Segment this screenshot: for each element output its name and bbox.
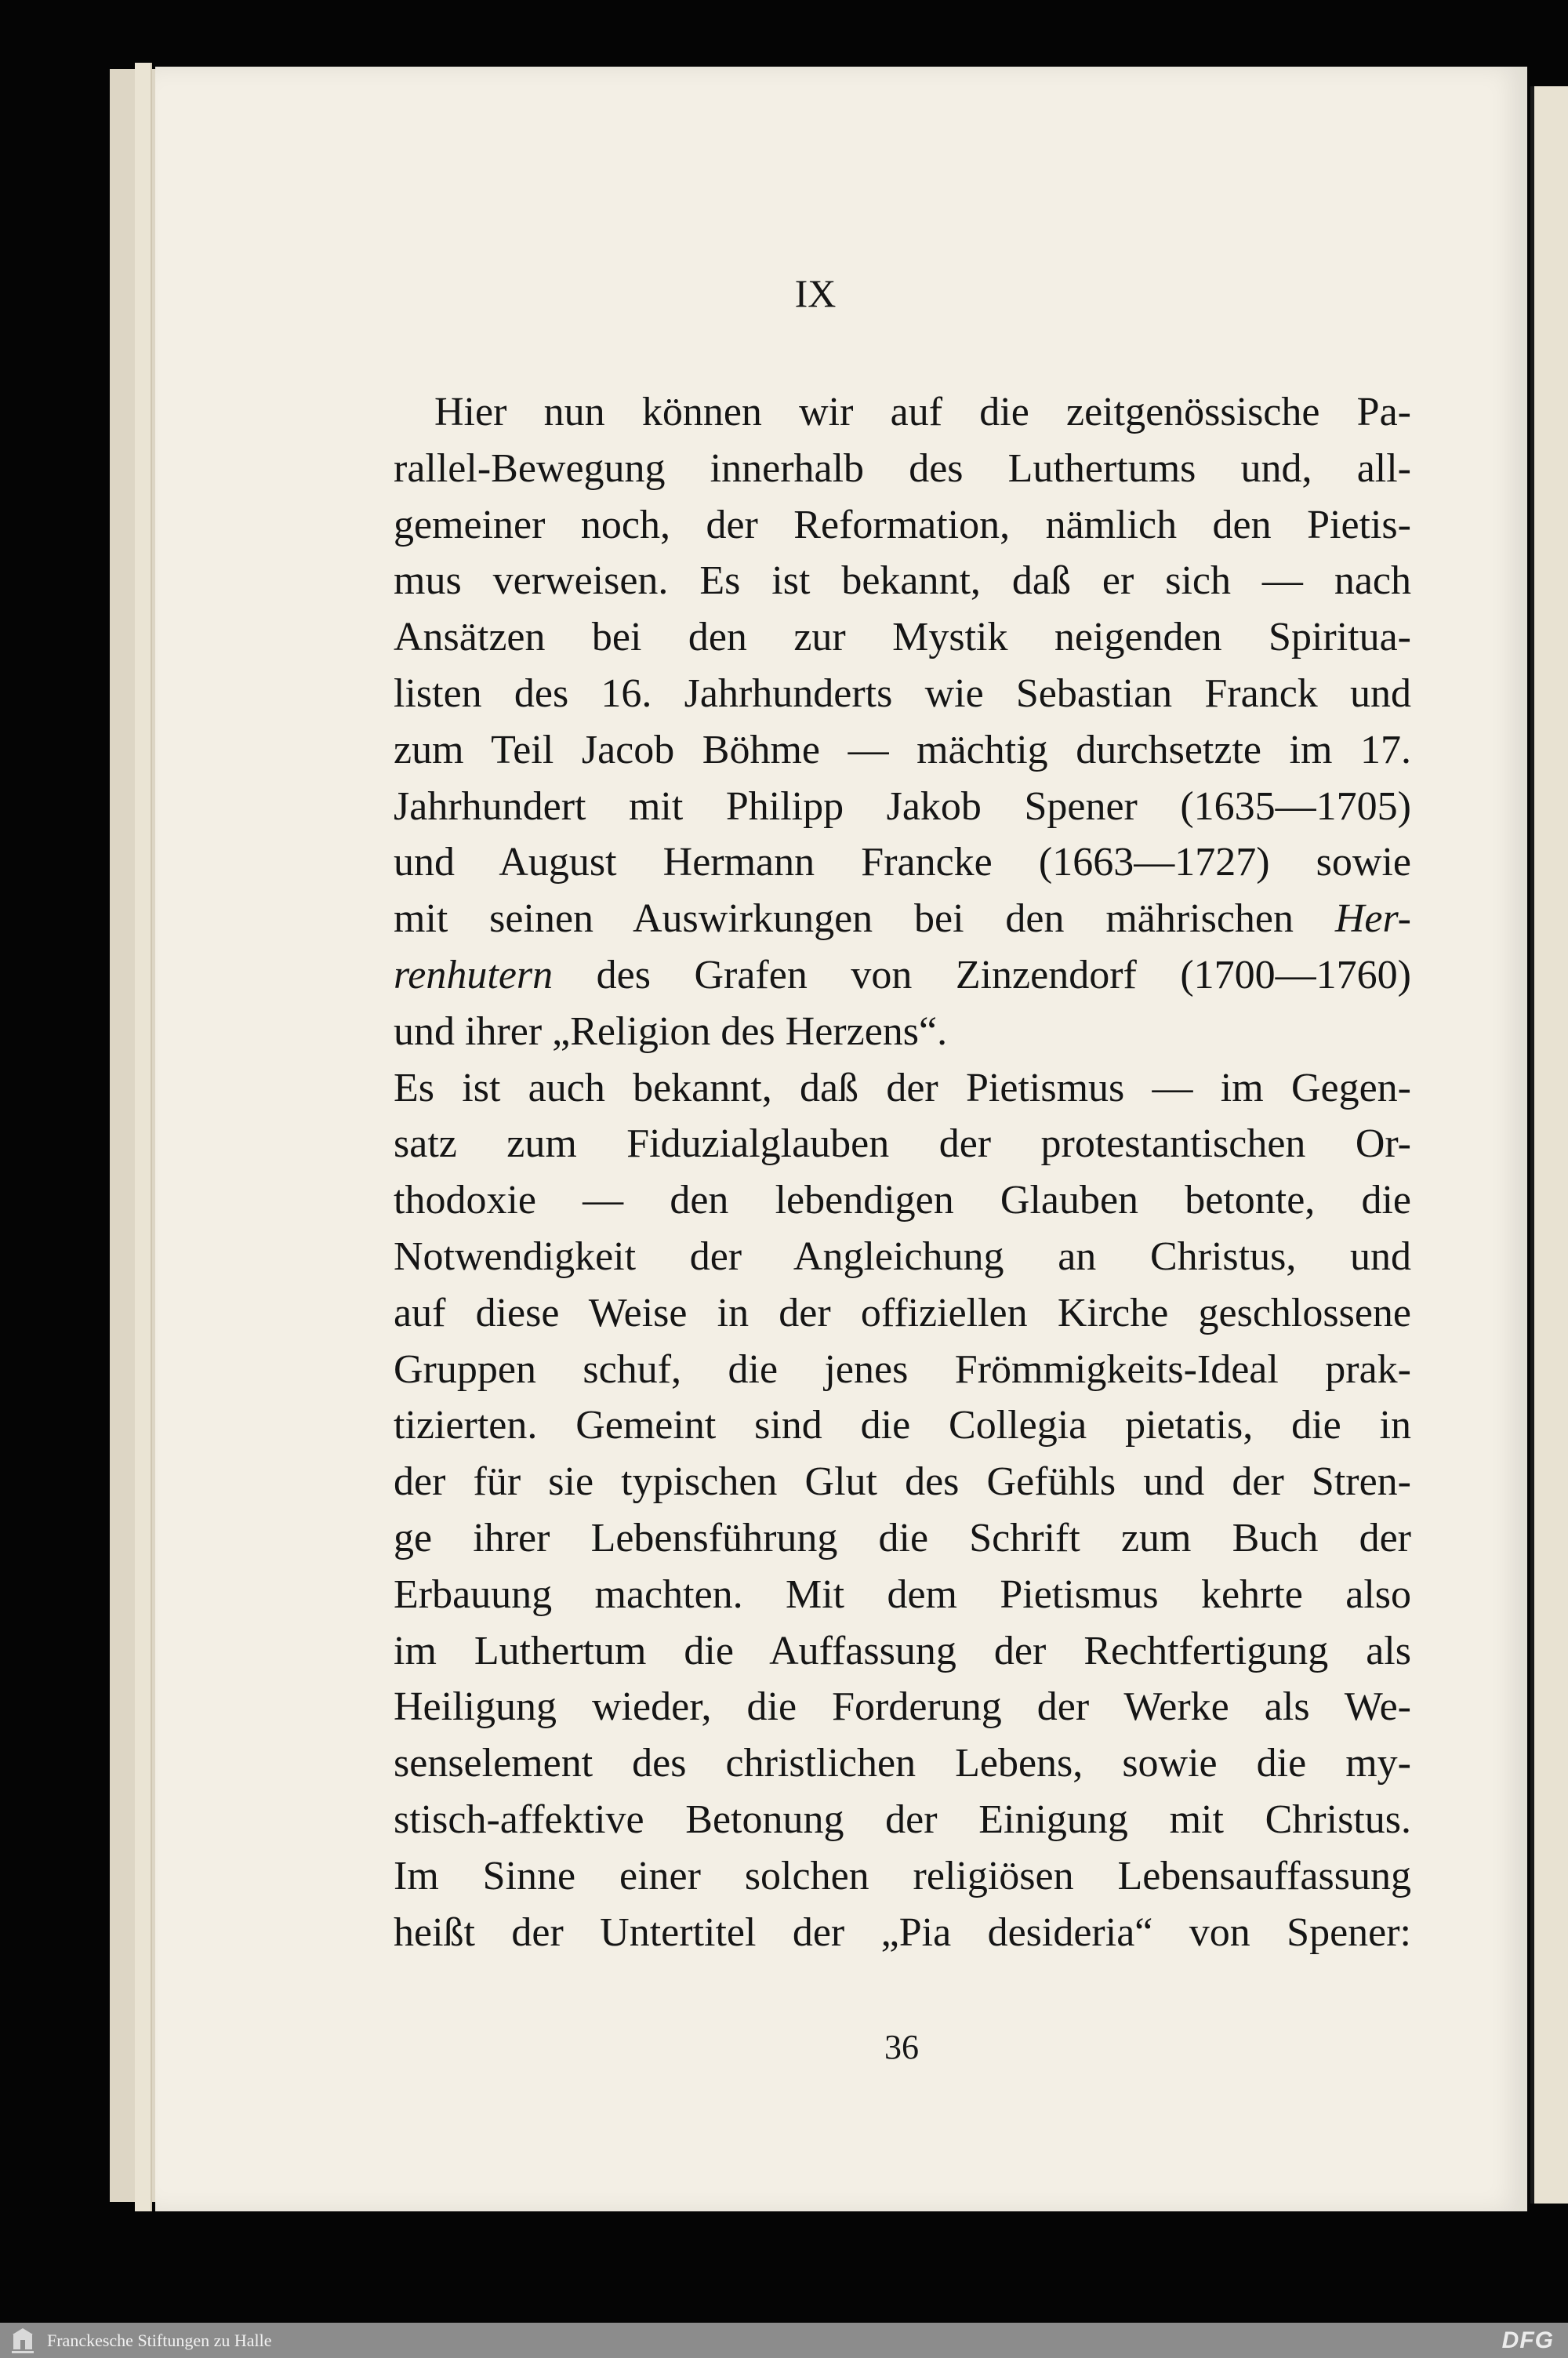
text-line: thodoxie — den lebendigen Glauben betonte, die: [394, 1178, 1411, 1223]
chapter-heading: IX: [794, 271, 837, 315]
italic-word: Her-: [1334, 896, 1411, 942]
text-line: senselement des christlichen Lebens, sowie die my-: [394, 1741, 1411, 1786]
text-line: auf diese Weise in der offiziellen Kirche geschlossene: [394, 1290, 1411, 1335]
text-line: Gruppen schuf, die jenes Frömmigkeits-Ideal prak-: [394, 1346, 1411, 1392]
text-line: Ansätzen bei den zur Mystik neigenden Spiritua-: [394, 615, 1411, 660]
text-line: Im Sinne einer solchen religiösen Lebensauffassung: [394, 1853, 1411, 1898]
text-line: Jahrhundert mit Philipp Jakob Spener (1635—1705): [394, 783, 1411, 829]
text-line: Es ist auch bekannt, daß der Pietismus — im Gegen-: [394, 1065, 1411, 1110]
footer-bar: [0, 2323, 1568, 2358]
facing-page-edge: [1530, 86, 1568, 2204]
text-line: tizierten. Gemeint sind die Collegia pietatis, die in: [394, 1403, 1411, 1448]
body-text: [394, 384, 1411, 1960]
text-line: Erbauung machten. Mit dem Pietismus kehrte also: [394, 1571, 1411, 1617]
text-line: stisch-affektive Betonung der Einigung mit Christus.: [394, 1797, 1411, 1842]
text-line: Hier nun können wir auf die zeitgenössische Pa-: [434, 390, 1411, 434]
text-segment: des Grafen von Zinzendorf (1700—1760): [553, 952, 1411, 997]
text-line: [394, 891, 1411, 947]
text-line: und ihrer „Religion des Herzens“.: [394, 1008, 948, 1054]
text-line: satz zum Fiduzialglauben der protestantischen Or-: [394, 1121, 1411, 1167]
dfg-logo: DFG: [1501, 2327, 1554, 2353]
italic-word: renhutern: [394, 952, 554, 997]
text-line: heißt der Untertitel der „Pia desideria“ von Spener:: [394, 1909, 1411, 1955]
page-number: 36: [884, 2028, 919, 2066]
text-line: ge ihrer Lebensführung die Schrift zum Buch der: [394, 1515, 1411, 1560]
text-line: im Luthertum die Auffassung der Rechtfertigung als: [394, 1628, 1411, 1673]
page-edge-stack-inner: [135, 63, 152, 2211]
text-line: mus verweisen. Es ist bekannt, daß er sich — nach: [394, 558, 1411, 604]
text-line: rallel-Bewegung innerhalb des Luthertums und, all-: [394, 445, 1411, 491]
text-line: der für sie typischen Glut des Gefühls und der Stren-: [394, 1459, 1411, 1505]
text-line: zum Teil Jacob Böhme — mächtig durchsetzte im 17.: [394, 727, 1411, 772]
text-line: und August Hermann Francke (1663—1727) sowie: [394, 840, 1411, 885]
institution-name: Franckesche Stiftungen zu Halle: [47, 2330, 272, 2350]
text-segment: mit seinen Auswirkungen bei den mährischen: [394, 896, 1335, 942]
text-line: Heiligung wieder, die Forderung der Werke als We-: [394, 1684, 1411, 1730]
text-line: listen des 16. Jahrhunderts wie Sebastian Franck und: [394, 670, 1411, 716]
text-line: gemeiner noch, der Reformation, nämlich den Pietis-: [394, 502, 1411, 547]
institution-logo-icon: [8, 2326, 38, 2356]
text-line: [394, 947, 1411, 1004]
text-line: Notwendigkeit der Angleichung an Christus, und: [394, 1233, 1411, 1279]
